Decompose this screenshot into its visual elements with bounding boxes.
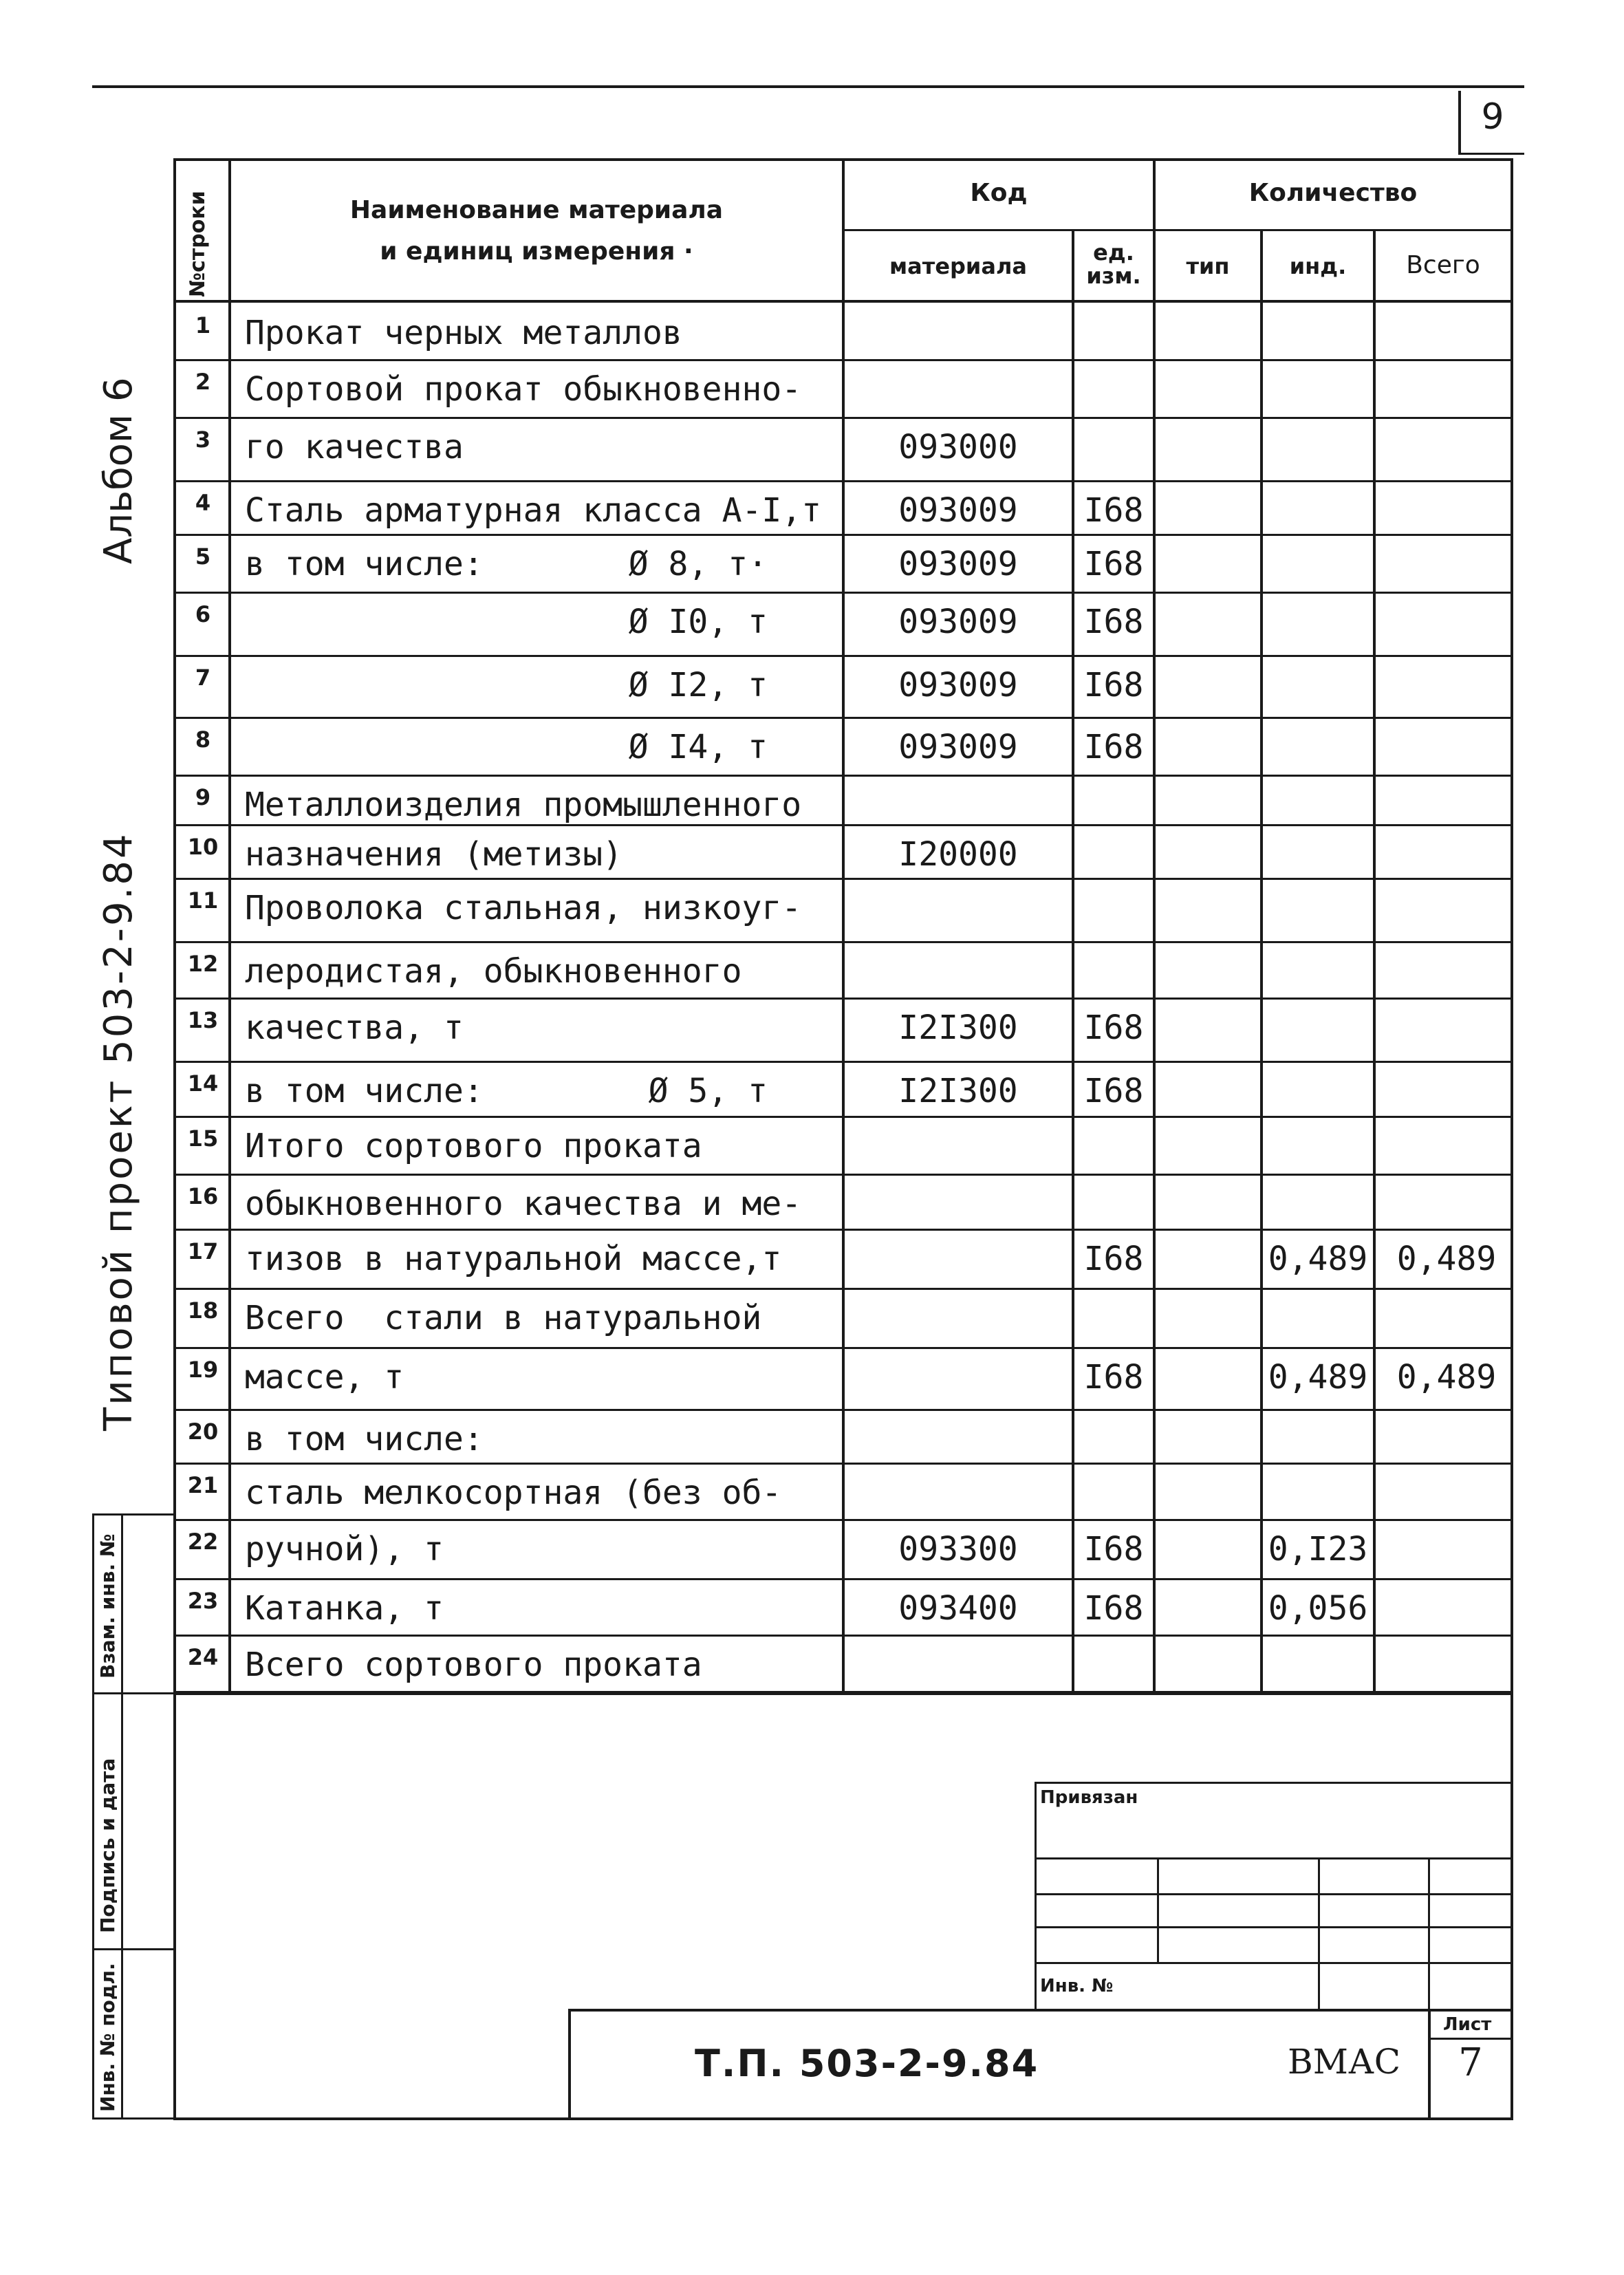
cell-num: 14: [187, 1070, 219, 1097]
table-row: [0, 535, 1624, 593]
header-split-line: [842, 229, 1513, 231]
table-row: [0, 1579, 1624, 1637]
cell-name: Сталь арматурная класса А-I,т: [245, 491, 822, 530]
privyazan-col1: [1157, 1857, 1159, 1962]
cell-code: 093400: [898, 1589, 1018, 1628]
cell-code: 093009: [898, 603, 1018, 641]
cell-ind: 0,489: [1268, 1240, 1368, 1278]
header-qty-total: Всего: [1406, 251, 1480, 279]
table-row: [0, 1230, 1624, 1288]
cell-name: Катанка, т: [245, 1589, 444, 1628]
cell-code: 093009: [898, 545, 1018, 583]
cell-code: I20000: [898, 835, 1018, 874]
table-row: [0, 999, 1624, 1057]
cell-unit: I68: [1083, 603, 1144, 641]
cell-name: Всего стали в натуральной: [245, 1299, 762, 1337]
cell-unit: I68: [1083, 1009, 1144, 1047]
table-row: [0, 1636, 1624, 1694]
cell-ind: 0,056: [1268, 1589, 1368, 1628]
cell-ind: 0,489: [1268, 1358, 1368, 1397]
cell-num: 17: [187, 1238, 219, 1264]
header-code-material: материала: [889, 253, 1027, 279]
top-border: [92, 85, 1524, 88]
cell-num: 11: [187, 887, 219, 914]
cell-name: Прокат черных металлов: [245, 314, 682, 352]
table-row: [0, 942, 1624, 1000]
table-row: [0, 1117, 1624, 1175]
table-row: [0, 1348, 1624, 1406]
cell-code: 093009: [898, 728, 1018, 766]
cell-name: в том числе:: [245, 1420, 484, 1458]
side-project-label: Типовой проект 503-2-9.84: [96, 832, 141, 1431]
cell-unit: I68: [1083, 491, 1144, 530]
cell-num: 20: [187, 1419, 219, 1445]
cell-name: в том числе:: [245, 545, 484, 583]
cell-name: Металлоизделия промышленного: [245, 786, 802, 824]
stamp-doc-code: ВМАС: [1288, 2042, 1401, 2082]
cell-name: обыкновенного качества и ме-: [245, 1185, 802, 1223]
privyazan-top: [1035, 1782, 1511, 1784]
header-qty-type: тип: [1186, 253, 1230, 279]
stamp-sheet-label-line: [1428, 2038, 1511, 2040]
cell-num: 13: [187, 1007, 219, 1033]
cell-name: в том числе:: [245, 1072, 484, 1110]
table-row: [0, 826, 1624, 883]
header-qty-ind: инд.: [1289, 253, 1347, 279]
cell-unit: I68: [1083, 1530, 1144, 1568]
side-vzam-label: Взам. инв. №: [96, 1533, 119, 1679]
cell-num: 21: [187, 1472, 219, 1498]
side-col-sep1: [92, 1692, 176, 1694]
side-inv-podl-label: Инв. № подл.: [96, 1963, 119, 2112]
cell-num: 18: [187, 1297, 219, 1324]
table-row: [0, 1410, 1624, 1468]
frame-bottom-line: [173, 2117, 1513, 2120]
table-row: [0, 1062, 1624, 1120]
cell-num: 4: [195, 490, 211, 516]
cell-sub: Ø I2, т: [628, 666, 768, 704]
table-row: [0, 482, 1624, 539]
privyazan-label: Привязан: [1040, 1787, 1138, 1808]
cell-code: 093300: [898, 1530, 1018, 1568]
header-row-no: №строки: [186, 191, 210, 297]
cell-sub: Ø I4, т: [628, 728, 768, 766]
cell-num: 16: [187, 1183, 219, 1209]
cell-name: леродистая, обыкновенного: [245, 952, 742, 991]
cell-sub: Ø 8, т·: [628, 545, 768, 583]
table-row: [0, 1520, 1624, 1578]
cell-name: Итого сортового проката: [245, 1127, 702, 1165]
header-code-unit: ед. изм.: [1086, 239, 1141, 289]
side-col-bottom: [92, 2117, 176, 2120]
cell-tot: 0,489: [1396, 1240, 1497, 1278]
cell-unit: I68: [1083, 666, 1144, 704]
table-row: [0, 656, 1624, 714]
cell-name: Проволока стальная, низкоуг-: [245, 889, 802, 927]
cell-unit: I68: [1083, 1358, 1144, 1397]
table-row: [0, 418, 1624, 476]
cell-ind: 0,I23: [1268, 1530, 1368, 1568]
side-col-sep2: [92, 1948, 176, 1950]
table-row: [0, 593, 1624, 651]
cell-num: 5: [195, 543, 211, 570]
cell-num: 19: [187, 1357, 219, 1383]
stamp-top: [568, 2009, 1511, 2012]
stamp-sheet-number: 7: [1458, 2040, 1483, 2085]
cell-code: 093000: [898, 428, 1018, 466]
page-number-box-left: [1458, 91, 1461, 154]
header-qty-group: Количество: [1248, 179, 1418, 207]
table-row: [0, 1289, 1624, 1347]
cell-tot: 0,489: [1396, 1358, 1497, 1397]
cell-code: 093009: [898, 666, 1018, 704]
cell-num: 7: [195, 665, 211, 691]
cell-num: 2: [195, 369, 211, 395]
stamp-designation: Т.П. 503-2-9.84: [695, 2042, 1039, 2085]
cell-code: I2I300: [898, 1072, 1018, 1110]
privyazan-col3: [1428, 1857, 1430, 2009]
cell-name: тизов в натуральной массе,т: [245, 1240, 782, 1278]
cell-num: 23: [187, 1588, 219, 1614]
privyazan-line2: [1035, 1893, 1511, 1895]
cell-name: Сортовой прокат обыкновенно-: [245, 370, 802, 409]
cell-name: Всего сортового проката: [245, 1646, 702, 1684]
cell-unit: I68: [1083, 1589, 1144, 1628]
cell-num: 8: [195, 726, 211, 753]
cell-sub: Ø 5, т: [648, 1072, 768, 1110]
side-album-label: Альбом 6: [96, 377, 141, 564]
cell-name: назначения (метизы): [245, 835, 623, 874]
cell-num: 9: [195, 784, 211, 810]
cell-unit: I68: [1083, 545, 1144, 583]
cell-num: 3: [195, 427, 211, 453]
table-row: [0, 1464, 1624, 1522]
page-number: 9: [1481, 96, 1504, 138]
cell-name: го качества: [245, 428, 464, 466]
cell-code: I2I300: [898, 1009, 1018, 1047]
cell-name: ручной), т: [245, 1530, 444, 1568]
privyazan-left: [1035, 1782, 1037, 2009]
table-row: [0, 718, 1624, 776]
side-signature-label: Подпись и дата: [96, 1758, 119, 1933]
cell-num: 24: [187, 1644, 219, 1670]
table-row: [0, 879, 1624, 937]
cell-num: 15: [187, 1125, 219, 1152]
table-row: [0, 304, 1624, 362]
cell-code: 093009: [898, 491, 1018, 530]
privyazan-line4: [1035, 1962, 1511, 1964]
cell-name: качества, т: [245, 1009, 464, 1047]
cell-num: 6: [195, 601, 211, 627]
privyazan-col2: [1318, 1857, 1320, 2009]
side-col-top: [92, 1513, 176, 1516]
side-col-mid: [121, 1513, 123, 2119]
privyazan-line3: [1035, 1926, 1511, 1928]
cell-num: 10: [187, 834, 219, 860]
header-name-subtitle: и единиц измерения ·: [380, 237, 693, 266]
cell-name: сталь мелкосортная (без об-: [245, 1474, 782, 1512]
stamp-sheet-label: Лист: [1443, 2014, 1492, 2035]
cell-num: 12: [187, 951, 219, 977]
stamp-left: [568, 2009, 571, 2119]
cell-num: 22: [187, 1529, 219, 1555]
page-number-box-bottom: [1458, 153, 1524, 155]
cell-num: 1: [195, 312, 211, 338]
table-body-bottom: [173, 1692, 1513, 1695]
cell-unit: I68: [1083, 728, 1144, 766]
table-row: [0, 1175, 1624, 1233]
inv-no-label: Инв. №: [1040, 1976, 1114, 1996]
cell-name: массе, т: [245, 1358, 404, 1397]
side-col-left: [92, 1513, 94, 2119]
header-code-group: Код: [970, 179, 1028, 207]
cell-sub: Ø I0, т: [628, 603, 768, 641]
header-name-title: Наименование материала: [349, 196, 724, 224]
cell-unit: I68: [1083, 1240, 1144, 1278]
cell-unit: I68: [1083, 1072, 1144, 1110]
table-row: [0, 360, 1624, 418]
privyazan-line1: [1035, 1857, 1511, 1859]
